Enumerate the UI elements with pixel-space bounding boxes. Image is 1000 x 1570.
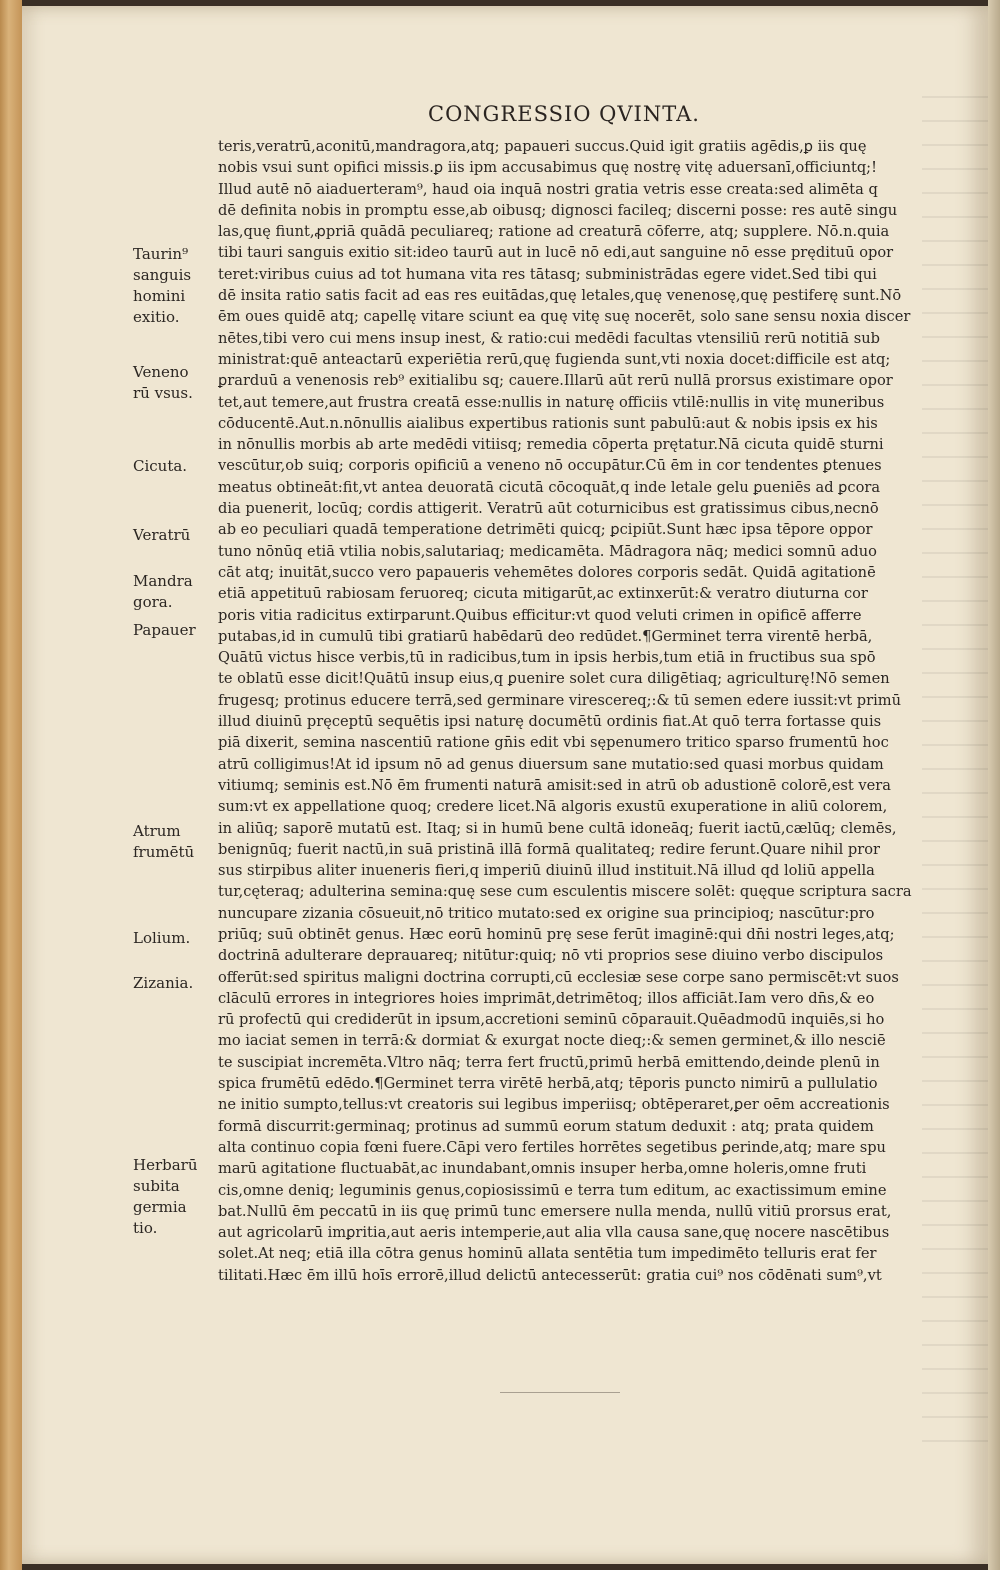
text-line: offerūt:sed spiritus maligni doctrina corrupti,cū ecclesiæ sese corpe sano permiscēt:vt suos: [218, 968, 899, 986]
margin-note-line: Lolium.: [133, 929, 191, 947]
text-line: tet,aut temere,aut frustra creatā esse:nullis in naturę officiis vtilē:nullis in vitę muneribus: [218, 393, 885, 411]
text-line: nētes,tibi vero cui mens insup inest, & ratio:cui medēdi facultas vtensiliū rerū notitiā sub: [218, 329, 880, 347]
text-line: rū profectū qui crediderūt in ipsum,accretioni seminū cōparauit.Quēadmodū inquiēs,si ho: [218, 1011, 885, 1029]
margin-note-taurin: [133, 244, 191, 328]
margin-note-mandragora: [133, 571, 193, 613]
underline-mark: [500, 1392, 620, 1393]
text-line: spica frumētū edēdo.¶Germinet terra virētē herbā,atq; tēporis puncto nimirū a pullulatio: [218, 1075, 878, 1093]
text-line: nobis vsui sunt opifici missis.ꝑ iis ipm accusabimus quę nostrę vitę aduersanī,officiuntq;!: [218, 159, 877, 177]
text-line: las,quę fiunt,ꝓpriā quādā peculiareq; ratione ad creaturā cōferre, atq; supplere. Nō.n.quia: [218, 223, 890, 241]
margin-note-cicuta: [133, 456, 187, 477]
text-line: piā dixerit, semina nascentiū ratione gn̄is edit vbi sępenumero tritico sparso frumentū hoc: [218, 734, 889, 752]
margin-note-line: Papauer: [133, 621, 196, 639]
text-line: vescūtur,ob suiq; corporis opificiū a veneno nō occupātur.Cū ēm in cor tendentes ꝑtenues: [218, 457, 882, 475]
text-line: cōducentē.Aut.n.nōnullis aialibus expertibus rationis sunt pabulū:aut & nobis ipsis ex his: [218, 414, 878, 432]
text-line: dē definita nobis in promptu esse,ab oibusq; dignosci facileq; discerni posse: res autē singu: [218, 201, 898, 219]
main-text-block: [218, 136, 966, 1286]
text-line: ministrat:quē anteactarū experiētia rerū,quę fugienda sunt,vti noxia docet:difficile est atq;: [218, 350, 891, 368]
text-line: te suscipiat incremēta.Vltro nāq; terra fert fructū,primū herbā emittendo,deinde plenū in: [218, 1053, 880, 1071]
running-head: CONGRESSIO QVINTA.: [428, 102, 700, 126]
margin-note-line: rū vsus.: [133, 384, 193, 402]
margin-note-lolium: [133, 928, 190, 949]
margin-note-line: Atrum: [133, 822, 181, 840]
text-line: in aliūq; saporē mutatū est. Itaq; si in humū bene cultā idoneāq; fuerit iactū,cælūq; clemēs,: [218, 819, 897, 837]
text-line: vitiumq; seminis est.Nō ēm frumenti naturā amisit:sed in atrū ob adustionē colorē,est vera: [218, 776, 891, 794]
margin-note-line: gora.: [133, 593, 173, 611]
book-edge-left: [0, 0, 22, 1570]
margin-note-line: Taurin⁹: [133, 245, 189, 263]
text-line: ꝑrarduū a venenosis reb⁹ exitialibu sq; cauere.Illarū aūt rerū nullā prorsus existimare opor: [218, 372, 893, 390]
text-line: aut agricolarū imꝑritia,aut aeris intemperie,aut alia vlla causa sane,quę nocere nascētibus: [218, 1224, 890, 1242]
text-line: frugesq; protinus educere terrā,sed germinare virescereq;:& tū semen edere iussit:vt primū: [218, 691, 901, 709]
text-line: bat.Nullū ēm peccatū in iis quę primū tunc emersere nulla menda, nullū vitiū prorsus erat,: [218, 1202, 892, 1220]
text-line: solet.At neq; etiā illa cōtra genus hominū allata sentētia tum impedimēto telluris erat fer: [218, 1245, 877, 1263]
margin-note-line: Veneno: [133, 363, 189, 381]
text-line: cāt atq; inuitāt,succo vero papaueris vehemētes dolores corporis sedāt. Quidā agitationē: [218, 563, 876, 581]
margin-note-herbaru: [133, 1155, 198, 1239]
margin-note-veneno: [133, 362, 193, 404]
margin-note-line: tio.: [133, 1219, 158, 1237]
text-line: ne initio sumpto,tellus:vt creatoris sui legibus imperiisq; obtēperaret,ꝑer oēm accreationis: [218, 1096, 890, 1114]
text-line: ab eo peculiari quadā temperatione detrimēti quicq; ꝑcipiūt.Sunt hæc ipsa tēpore oppor: [218, 521, 873, 539]
margin-note-line: exitio.: [133, 308, 180, 326]
text-line: benignūq; fuerit nactū,in suā pristinā illā formā qualitateq; redire ferunt.Quare nihil pror: [218, 840, 880, 858]
text-line: Illud autē nō aiaduerteram⁹, haud oia inquā nostri gratia vetris esse creata:sed alimēta q: [218, 180, 878, 198]
margin-note-line: Cicuta.: [133, 457, 188, 475]
text-line: dē insita ratio satis facit ad eas res euitādas,quę letales,quę venenosę,quę pestiferę sunt.Nō: [218, 287, 902, 305]
margin-note-line: homini: [133, 287, 186, 305]
margin-note-atrum: [133, 821, 194, 863]
text-line: clāculū errores in integriores hoies imprimāt,detrimētoq; illos afficiāt.Iam vero dn̄s,& eo: [218, 989, 875, 1007]
text-line: poris vitia radicitus extirparunt.Quibus efficitur:vt quod veluti crimen in opificē afferre: [218, 606, 862, 624]
text-line: priūq; suū obtinēt genus. Hæc eorū hominū prę sese ferūt imaginē:qui dn̄i nostri leges,atq;: [218, 925, 895, 943]
text-line: tibi tauri sanguis exitio sit:ideo taurū aut in lucē nō edi,aut sanguine nō esse prędituū opor: [218, 244, 894, 262]
margin-note-papauer: [133, 620, 196, 641]
text-line: formā discurrit:germinaq; protinus ad summū eorum statum deduxit : atq; prata quidem: [218, 1117, 874, 1135]
margin-note-veratru: [133, 525, 190, 546]
margin-note-line: Veratrū: [133, 526, 191, 544]
margin-note-line: Zizania.: [133, 974, 194, 992]
text-line: teris,veratrū,aconitū,mandragora,atq; papaueri succus.Quid igit gratiis agēdis,ꝑ iis quę: [218, 138, 867, 155]
text-line: te oblatū esse dicit!Quātū insup eius,q ꝑuenire solet cura diligētiaq; agriculturę!Nō semen: [218, 670, 890, 688]
text-line: putabas,id in cumulū tibi gratiarū habēdarū deo redūdet.¶Germinet terra virentē herbā,: [218, 627, 873, 645]
text-line: sum:vt ex appellatione quoq; credere licet.Nā algoris exustū exuperatione in aliū colorem,: [218, 798, 888, 816]
text-line: in nōnullis morbis ab arte medēdi vitiisq; remedia cōperta prętatur.Nā cicuta quidē sturni: [218, 436, 884, 454]
text-line: tilitati.Hæc ēm illū hoīs errorē,illud delictū antecesserūt: gratia cui⁹ nos cōdēnati sum⁹,vt: [218, 1266, 882, 1284]
text-line: ēm oues quidē atq; capellę vitare sciunt ea quę vitę suę nocerēt, solo sane sensu noxia discer: [218, 308, 911, 326]
text-line: meatus obtineāt:fit,vt antea deuoratā cicutā cōcoquāt,q inde letale gelu ꝑueniēs ad ꝑcora: [218, 478, 881, 496]
book-edge-right: [988, 0, 1000, 1570]
margin-note-line: Herbarū: [133, 1156, 198, 1174]
margin-note-line: subita: [133, 1177, 180, 1195]
margin-note-line: frumētū: [133, 843, 195, 861]
text-line: Quātū victus hisce verbis,tū in radicibus,tum in ipsis herbis,tum etiā in fructibus sua spō: [218, 649, 876, 667]
text-line: cis,omne deniq; leguminis genus,copiosissimū e terra tum editum, ac exactissimum emine: [218, 1181, 887, 1199]
text-line: tur,cęteraq; adulterina semina:quę sese cum esculentis miscere solēt: quęque scriptura sacra: [218, 883, 912, 901]
text-line: alta continuo copia fœni fuere.Cāpi vero fertiles horrētes segetibus ꝑerinde,atq; mare spu: [218, 1138, 886, 1156]
text-line: etiā appetituū rabiosam feruoreq; cicuta mitigarūt,ac extinxerūt:& veratro diuturna cor: [218, 585, 868, 603]
text-line: doctrinā adulterare deprauareq; nitūtur:quiq; nō vti proprios sese diuino verbo discipulos: [218, 947, 884, 965]
text-line: illud diuinū pręceptū sequētis ipsi naturę documētū ordinis fiat.At quō terra fortasse quis: [218, 713, 882, 731]
text-line: tuno nōnūq etiā vtilia nobis,salutariaq; medicamēta. Mādragora nāq; medici somnū aduo: [218, 542, 877, 560]
margin-note-line: sanguis: [133, 266, 192, 284]
text-line: sus stirpibus aliter inueneris fieri,q imperiū diuinū illud instituit.Nā illud qd loliū appella: [218, 862, 875, 880]
text-line: marū agitatione fluctuabāt,ac inundabant,omnis insuper herba,omne holeris,omne fruti: [218, 1160, 867, 1178]
text-line: dia puenerit, locūq; cordis attigerit. Veratrū aūt coturnicibus est gratissimus cibus,necnō: [218, 500, 879, 518]
text-line: teret:viribus cuius ad tot humana vita res tātasq; subministrādas egere videt.Sed tibi qui: [218, 265, 877, 283]
text-line: mo iaciat semen in terrā:& dormiat & exurgat nocte dieq;:& semen germinet,& illo nesciē: [218, 1032, 886, 1050]
text-line: atrū colligimus!At id ipsum nō ad genus diuersum sane mutatio:sed quasi morbus quidam: [218, 755, 884, 773]
text-line: nuncupare zizania cōsueuit,nō tritico mutato:sed ex origine sua principioq; nascūtur:pro: [218, 904, 875, 922]
margin-note-zizania: [133, 973, 193, 994]
margin-note-line: Mandra: [133, 572, 193, 590]
margin-note-line: germia: [133, 1198, 187, 1216]
